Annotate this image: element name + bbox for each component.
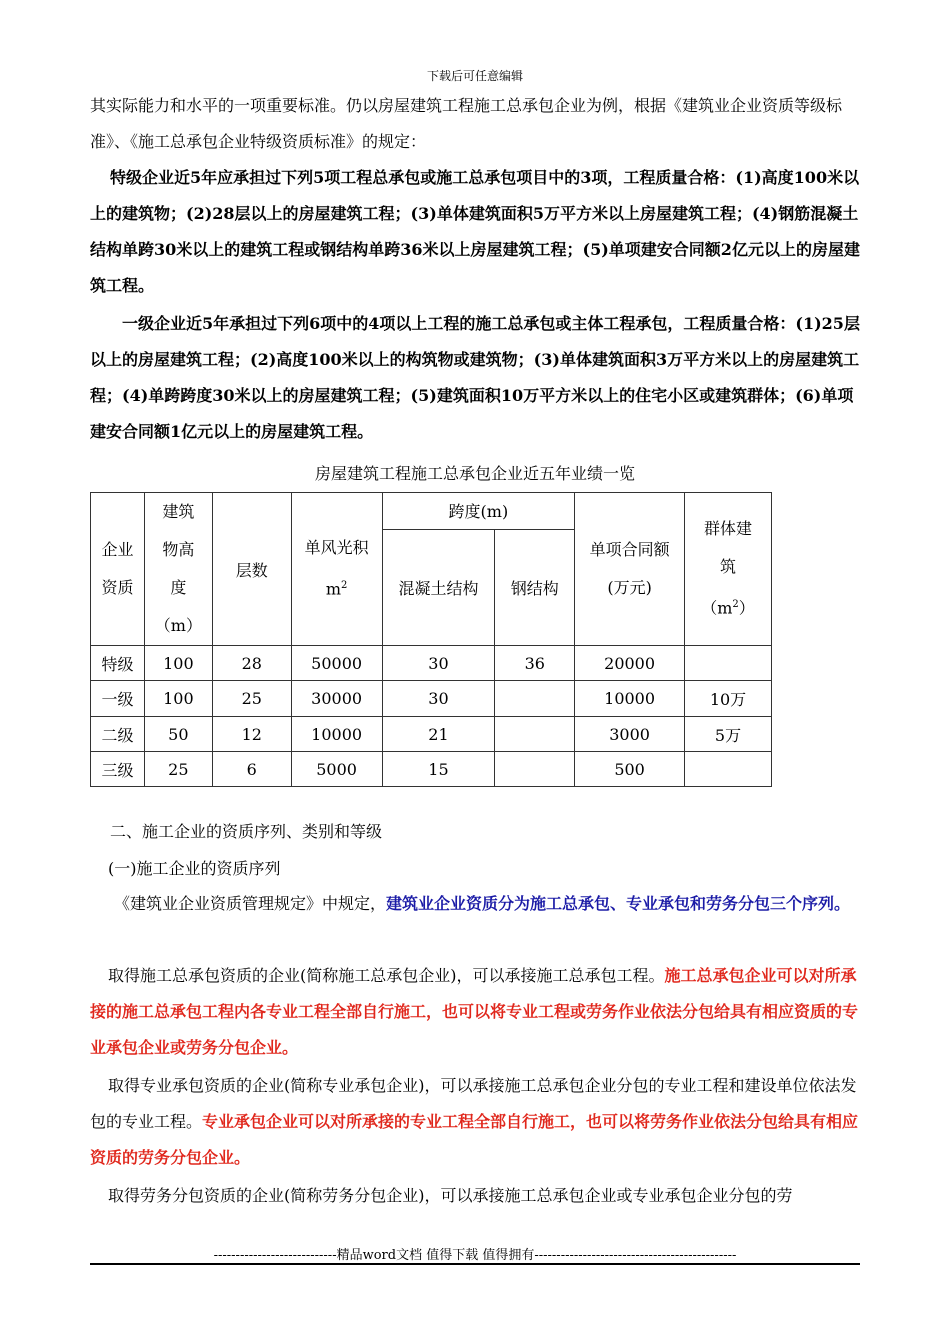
paragraph-intro: 其实际能力和水平的一项重要标准。仍以房屋建筑工程施工总承包企业为例，根据《建筑业企业资质等级标准》、《施工总承包企业特级资质标准》的规定：: [90, 96, 843, 151]
cell-steel: [495, 681, 575, 717]
cell-steel: [495, 717, 575, 752]
cell-area: 30000: [291, 681, 382, 717]
cell-height: 100: [144, 646, 212, 681]
footer-divider: [90, 1263, 860, 1265]
cell-height: 50: [144, 717, 212, 752]
header-area: 单风光积 $m^2$: [291, 493, 382, 646]
paragraph-general-contracting: 取得施工总承包资质的企业(简称施工总承包企业)，可以承接施工总承包工程。施工总承包企业可以对所承接的施工总承包工程内各专业工程全部自行施工，也可以将专业工程或劳务作业依法分包给具有相应资质的专业承包企业或劳务分包企业。: [90, 966, 859, 1057]
paragraph-special-grade: 特级企业近5年应承担过下列5项工程总承包或施工总承包项目中的3项，工程质量合格：(1)高度100米以上的建筑物；(2)28层以上的房屋建筑工程；(3)单体建筑面积5万平方米以上房屋建筑工程；(4)钢筋混凝土结构单跨30米以上的建筑工程或钢结构单跨36米以上房屋建筑工程；(5)单项建安合同额2亿元以上的房屋建筑工程。: [90, 168, 860, 295]
cell-contract: 3000: [575, 717, 685, 752]
cell-concrete: 30: [382, 681, 495, 717]
cell-group: [685, 646, 772, 681]
cell-concrete: 30: [382, 646, 495, 681]
header-floors: 层数: [212, 493, 291, 646]
cell-floors: 25: [212, 681, 291, 717]
section-heading: 二、施工企业的资质序列、类别和等级: [110, 822, 383, 841]
header-span: 跨度(m): [382, 493, 575, 530]
cell-steel: [495, 752, 575, 787]
cell-qual: 三级: [91, 752, 145, 787]
page-header: 下载后可任意编辑: [426, 69, 523, 83]
table-row: [91, 681, 772, 717]
cell-concrete: 21: [382, 717, 495, 752]
cell-qual: 二级: [91, 717, 145, 752]
paragraph-professional-contracting: 取得专业承包资质的企业(简称专业承包企业)，可以承接施工总承包企业分包的专业工程和建设单位依法发包的专业工程。专业承包企业可以对所承接的专业工程全部自行施工，也可以将劳务作业依法分包给具有相应资质的劳务分包企业。: [90, 1076, 859, 1167]
cell-floors: 6: [212, 752, 291, 787]
table-caption: 房屋建筑工程施工总承包企业近五年业绩一览: [314, 464, 635, 483]
table-row: [91, 646, 772, 681]
cell-floors: 28: [212, 646, 291, 681]
paragraph-labor-subcontracting: 取得劳务分包资质的企业(简称劳务分包企业)，可以承接施工总承包企业或专业承包企业分包的劳: [108, 1186, 793, 1205]
cell-area: 10000: [291, 717, 382, 752]
header-steel: 钢结构: [495, 529, 575, 645]
performance-table: [90, 492, 772, 787]
cell-group: 10万: [685, 681, 772, 717]
cell-height: 25: [144, 752, 212, 787]
header-qualification: 企业 资质: [91, 493, 145, 646]
cell-contract: 10000: [575, 681, 685, 717]
cell-height: 100: [144, 681, 212, 717]
page-footer: ----------------------------精品word文档 值得下载 值得拥有----------------------------------------------: [213, 1248, 737, 1263]
header-concrete: 混凝土结构: [382, 529, 495, 645]
header-contract: 单项合同额 (万元): [575, 493, 685, 646]
cell-contract: 500: [575, 752, 685, 787]
cell-concrete: 15: [382, 752, 495, 787]
paragraph-sequences: 《建筑业企业资质管理规定》中规定，建筑业企业资质分为施工总承包、专业承包和劳务分包三个序列。: [114, 894, 851, 913]
cell-group: 5万: [685, 717, 772, 752]
cell-group: [685, 752, 772, 787]
paragraph-first-grade: 一级企业近5年承担过下列6项中的4项以上工程的施工总承包或主体工程承包，工程质量合格：(1)25层以上的房屋建筑工程；(2)高度100米以上的构筑物或建筑物；(3)单体建筑面积3万平方米以上的房屋建筑工程；(4)单跨跨度30米以上的房屋建筑工程；(5)建筑面积10万平方米以上的住宅小区或建筑群体；(6)单项建安合同额1亿元以上的房屋建筑工程。: [90, 314, 860, 441]
cell-area: 50000: [291, 646, 382, 681]
cell-qual: 特级: [91, 646, 145, 681]
table-row: [91, 717, 772, 752]
table-row: [91, 752, 772, 787]
cell-steel: 36: [495, 646, 575, 681]
subsection-heading: (一)施工企业的资质序列: [108, 859, 281, 878]
cell-floors: 12: [212, 717, 291, 752]
header-building-height: 建筑 物高 度 （m）: [144, 493, 212, 646]
cell-contract: 20000: [575, 646, 685, 681]
header-group-building: 群体建 筑 $(m^2)$: [685, 493, 772, 646]
cell-area: 5000: [291, 752, 382, 787]
cell-qual: 一级: [91, 681, 145, 717]
